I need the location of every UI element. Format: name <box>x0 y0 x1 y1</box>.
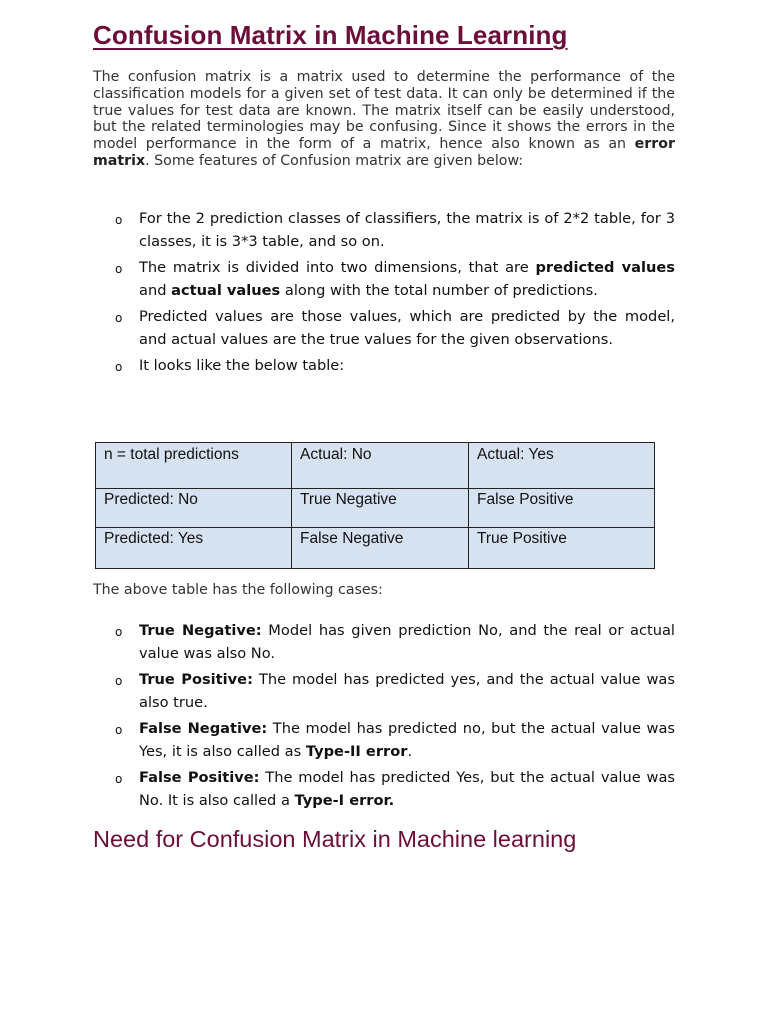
table-cell: True Negative <box>292 489 469 528</box>
table-cell: Actual: No <box>292 443 469 489</box>
table-cell: Predicted: Yes <box>96 528 292 569</box>
table-cell: False Positive <box>469 489 655 528</box>
intro-paragraph <box>93 69 675 170</box>
bullet-icon: o <box>115 360 123 375</box>
list-item: o True Positive: The model has predicted yes, and the actual value was also true. <box>115 671 675 711</box>
table-cell: n = total predictions <box>96 443 292 489</box>
bullet-icon: o <box>115 772 123 787</box>
table-row <box>96 489 655 528</box>
bullet-icon: o <box>115 262 123 277</box>
page-title: Confusion Matrix in Machine Learning <box>93 20 568 50</box>
intro-bold-term: error matrix <box>93 136 675 169</box>
bullet-icon: o <box>115 213 123 227</box>
features-list <box>93 208 675 382</box>
table-cell: Actual: Yes <box>469 443 655 489</box>
confusion-matrix-table <box>95 442 655 569</box>
list-item: o Predicted values are those values, which are predicted by the model, and actual values are the true values for the given observations. <box>115 308 675 348</box>
bullet-icon: o <box>115 674 123 689</box>
table-cell: True Positive <box>469 528 655 569</box>
list-item: o True Negative: Model has given prediction No, and the real or actual value was also No. <box>115 622 675 662</box>
cases-list <box>93 620 675 816</box>
bullet-icon: o <box>115 311 123 326</box>
list-item: o False Negative: The model has predicted no, but the actual value was Yes, it is also called as Type-II error. <box>115 720 675 760</box>
bullet-icon: o <box>115 625 123 639</box>
cases-intro: The above table has the following cases: <box>93 582 383 598</box>
list-item: o For the 2 prediction classes of classifiers, the matrix is of 2*2 table, for 3 classes, it is 3*3 table, and so on. <box>115 210 675 250</box>
list-item: o The matrix is divided into two dimensions, that are predicted values and actual values along with the total number of predictions. <box>115 259 675 299</box>
table-cell: Predicted: No <box>96 489 292 528</box>
list-item: o False Positive: The model has predicted Yes, but the actual value was No. It is also called a Type-I error. <box>115 769 675 810</box>
section-heading: Need for Confusion Matrix in Machine learning <box>93 826 577 852</box>
intro-text: The confusion matrix is a matrix used to determine the performance of the classification models for a given set of test data. It can only be determined if the true values for test data are known. The matrix itself can be easily understood, but the related terminologies may be confusing. Since it shows the errors in the model performance in the form of a matrix, hence also known as an <box>93 69 675 153</box>
table-row <box>96 528 655 569</box>
intro-text-end: . Some features of Confusion matrix are given below: <box>145 152 524 169</box>
table-row <box>96 443 655 489</box>
list-item: o It looks like the below table: <box>93 355 675 378</box>
bullet-icon: o <box>115 723 123 738</box>
table-cell: False Negative <box>292 528 469 569</box>
